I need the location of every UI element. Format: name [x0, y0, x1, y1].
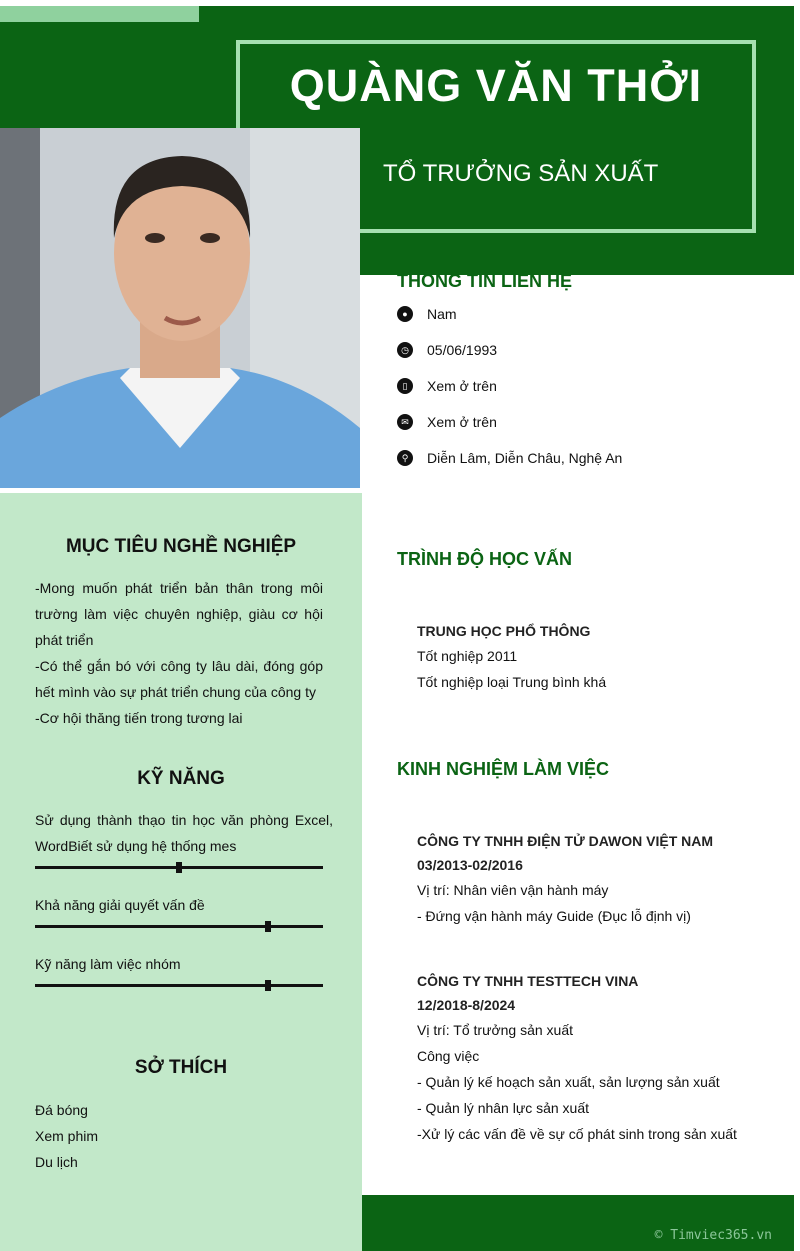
job-detail: Vị trí: Tổ trưởng sản xuất	[417, 1022, 574, 1038]
contact-birthdate	[397, 340, 497, 360]
location-icon: ⚲	[397, 450, 413, 466]
education-school: TRUNG HỌC PHỔ THÔNG	[417, 623, 591, 639]
phone-icon: ▯	[397, 378, 413, 394]
hobby-item: Đá bóng	[35, 1102, 88, 1118]
job-period: 12/2018-8/2024	[417, 997, 516, 1013]
job-detail: Vị trí: Nhân viên vận hành máy	[417, 882, 609, 898]
contact-gender	[397, 304, 457, 324]
contact-phone	[397, 376, 497, 396]
skill-level-marker	[265, 921, 271, 932]
left-column	[0, 493, 362, 1251]
contact-text: 05/06/1993	[427, 342, 498, 358]
skill-level-marker	[176, 862, 182, 873]
objective-text: -Mong muốn phát triển bản thân trong môi trường làm việc chuyên nghiệp, giàu cơ hội phát triển	[35, 580, 323, 648]
job-detail: - Quản lý nhân lực sản xuất	[417, 1100, 590, 1116]
candidate-name: QUÀNG VĂN THỞI	[289, 60, 703, 111]
skill-label: Khả năng giải quyết vấn đề	[35, 897, 205, 913]
experience-heading: KINH NGHIỆM LÀM VIỆC	[397, 759, 610, 779]
skill-label: Kỹ năng làm việc nhóm	[35, 956, 181, 972]
skill-label: Sử dụng thành thạo tin học văn phòng Excel, WordBiết sử dụng hệ thống mes	[35, 812, 333, 854]
copyright-text: © Timviec365.vn	[654, 1228, 772, 1243]
contact-text: Xem ở trên	[427, 378, 497, 394]
skill-bar	[35, 925, 323, 928]
contact-email	[397, 412, 497, 432]
contact-text: Nam	[427, 306, 457, 322]
job-detail: -Xử lý các vấn đề về sự cố phát sinh trong sản xuất	[417, 1126, 737, 1142]
hobby-item: Xem phim	[35, 1128, 99, 1144]
contact-heading: THÔNG TIN LIÊN HỆ	[397, 271, 572, 291]
hobbies-heading: SỞ THÍCH	[134, 1057, 228, 1078]
education-heading: TRÌNH ĐỘ HỌC VẤN	[397, 549, 572, 569]
skills-heading: KỸ NĂNG	[137, 768, 225, 789]
job-title: TỔ TRƯỞNG SẢN XUẤT	[383, 160, 659, 187]
education-line: Tốt nghiệp loại Trung bình khá	[417, 674, 607, 690]
person-icon: ●	[397, 306, 413, 322]
email-icon: ✉	[397, 414, 413, 430]
objective-text-3: -Cơ hội thăng tiến trong tương lai	[35, 710, 243, 726]
objective-heading: MỤC TIÊU NGHỀ NGHIỆP	[65, 536, 297, 557]
job-period: 03/2013-02/2016	[417, 857, 523, 873]
header-accent-bar	[0, 6, 199, 22]
objective-text-2: -Có thể gắn bó với công ty lâu dài, đóng góp hết mình vào sự phát triển chung của công ty	[35, 658, 323, 700]
skill-bar	[35, 984, 323, 987]
hobby-item: Du lịch	[35, 1154, 78, 1170]
education-line: Tốt nghiệp 2011	[417, 648, 518, 664]
job-detail: - Đứng vận hành máy Guide (Đục lỗ định vị)	[417, 908, 691, 924]
job-detail: Công việc	[417, 1048, 480, 1064]
profile-photo	[0, 128, 360, 488]
job-company: CÔNG TY TNHH ĐIỆN TỬ DAWON VIỆT NAM	[417, 833, 714, 849]
clock-icon: ◷	[397, 342, 413, 358]
contact-address	[397, 448, 622, 468]
profile-photo-illustration	[0, 128, 360, 488]
job-company: CÔNG TY TNHH TESTTECH VINA	[417, 973, 639, 989]
job-detail: - Quản lý kế hoạch sản xuất, sản lượng sản xuất	[417, 1074, 720, 1090]
skill-level-marker	[265, 980, 271, 991]
contact-text: Diễn Lâm, Diễn Châu, Nghệ An	[427, 450, 623, 466]
skill-bar	[35, 866, 323, 869]
contact-text: Xem ở trên	[427, 414, 497, 430]
